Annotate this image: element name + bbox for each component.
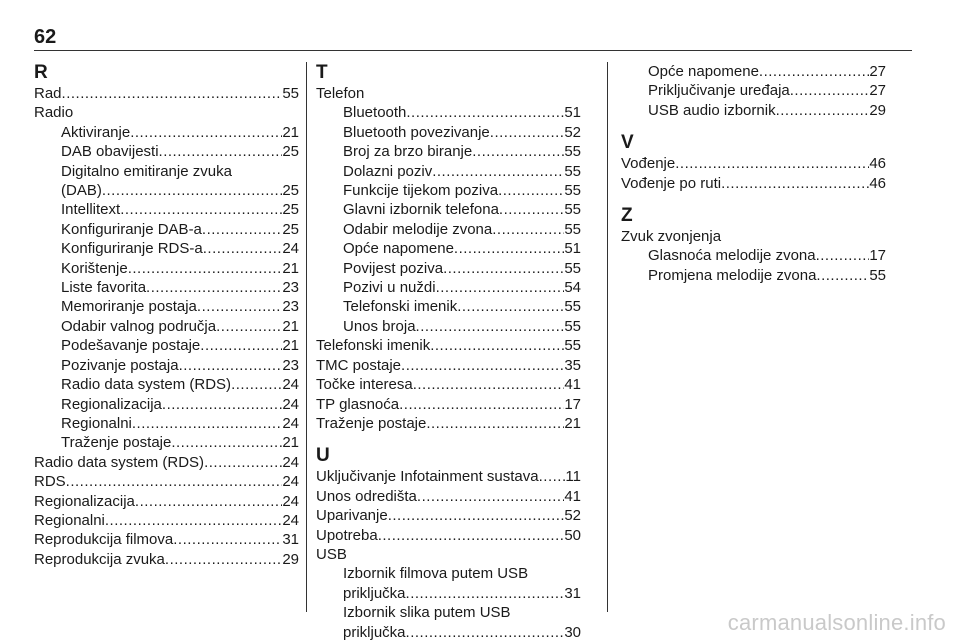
dot-leader <box>790 81 870 100</box>
index-page-number: 24 <box>282 473 299 491</box>
dot-leader <box>203 239 283 258</box>
dot-leader <box>388 506 565 525</box>
index-entry-text: Reprodukcija zvuka <box>34 550 165 568</box>
dot-leader <box>105 511 282 530</box>
index-subentry <box>34 317 299 336</box>
index-entry-text: Glasnoća melodije zvona <box>648 247 816 265</box>
dot-leader <box>171 433 282 452</box>
index-page-number: 55 <box>564 162 581 180</box>
index-subentry <box>34 220 299 239</box>
dot-leader <box>102 181 282 200</box>
index-entry-text: Promjena melodije zvona <box>648 266 817 284</box>
dot-leader <box>426 414 564 433</box>
index-subentry <box>316 162 581 181</box>
index-entry-text: Intellitext <box>61 201 121 219</box>
index-entry-text: Podešavanje postaje <box>61 337 201 355</box>
index-page-number: 21 <box>282 259 299 277</box>
index-page-number: 50 <box>564 526 581 544</box>
dot-leader <box>130 123 282 142</box>
index-entry <box>34 530 299 549</box>
dot-leader <box>417 487 564 506</box>
index-subentry <box>34 239 299 258</box>
index-page-number: 21 <box>282 337 299 355</box>
index-page-number: 27 <box>869 82 886 100</box>
index-entry-text: (DAB) <box>61 182 102 200</box>
index-subentry <box>316 623 581 642</box>
index-entry-text: Reprodukcija filmova <box>34 531 174 549</box>
index-entry-text: priključka <box>343 623 406 641</box>
dot-leader <box>216 317 282 336</box>
index-entry-text: Dolazni poziv <box>343 162 433 180</box>
index-entry <box>316 336 581 355</box>
index-subentry <box>316 220 581 239</box>
dot-leader <box>66 472 283 491</box>
dot-leader <box>231 375 282 394</box>
index-page-number: 23 <box>282 298 299 316</box>
index-entry-text: TMC postaje <box>316 356 402 374</box>
index-subentry <box>34 259 299 278</box>
index-letter-heading: R <box>34 62 48 83</box>
index-entry-text: Memoriranje postaja <box>61 298 197 316</box>
index-page-number: 24 <box>282 511 299 529</box>
index-entry-text: Broj za brzo biranje <box>343 143 473 161</box>
index-entry-text: Opće napomene <box>343 240 454 258</box>
index-subentry <box>316 239 581 258</box>
index-page-number: 55 <box>564 220 581 238</box>
index-page-number: 25 <box>282 182 299 200</box>
index-page-number: 11 <box>565 468 581 486</box>
index-heading: Izbornik filmova putem USB <box>343 565 529 583</box>
page-number: 62 <box>34 26 57 48</box>
dot-leader <box>132 414 282 433</box>
index-subentry <box>316 259 581 278</box>
dot-leader <box>816 266 869 285</box>
index-page-number: 25 <box>282 201 299 219</box>
index-column-2 <box>316 62 581 642</box>
dot-leader <box>492 220 564 239</box>
dot-leader <box>200 336 282 355</box>
index-letter-heading: U <box>316 445 330 467</box>
index-entry-text: Regionalizacija <box>61 395 162 413</box>
index-subentry <box>34 123 299 142</box>
dot-leader <box>498 181 564 200</box>
index-subentry <box>316 297 581 316</box>
dot-leader <box>159 142 283 161</box>
index-subentry <box>34 375 299 394</box>
index-subentry <box>316 584 581 603</box>
index-page-number: 23 <box>282 279 299 297</box>
dot-leader <box>675 154 869 173</box>
index-subentry <box>316 200 581 219</box>
index-page-number: 24 <box>282 395 299 413</box>
index-entry-text: TP glasnoća <box>316 395 400 413</box>
index-entry-text: Točke interesa <box>316 376 413 394</box>
index-entry-text: Traženje postaje <box>316 414 427 432</box>
index-page-number: 21 <box>282 317 299 335</box>
index-entry-text: Povijest poziva <box>343 259 444 277</box>
index-entry-text: Opće napomene <box>648 63 759 80</box>
dot-leader <box>776 101 870 120</box>
index-entry <box>316 356 581 375</box>
dot-leader <box>721 174 869 193</box>
index-page-number: 30 <box>564 623 581 641</box>
index-heading: Digitalno emitiranje zvuka <box>61 162 232 180</box>
index-page-number: 46 <box>869 155 886 173</box>
index-page-number: 31 <box>282 531 299 549</box>
index-subentry <box>316 181 581 200</box>
index-entry-text: Glavni izbornik telefona <box>343 201 499 219</box>
index-entry <box>34 511 299 530</box>
index-entry-text: Priključivanje uređaja <box>648 82 790 100</box>
index-entry-text: Uparivanje <box>316 507 388 525</box>
index-page-number: 21 <box>282 123 299 141</box>
index-heading: Telefon <box>316 85 365 102</box>
index-subentry <box>34 278 299 297</box>
watermark: carmanualsonline.info <box>727 610 946 635</box>
dot-leader <box>499 200 564 219</box>
index-page-number: 24 <box>282 492 299 510</box>
index-page-number: 52 <box>564 507 581 525</box>
dot-leader <box>454 239 564 258</box>
index-heading: Radio <box>34 104 74 122</box>
index-entry <box>34 492 299 511</box>
index-page-number: 24 <box>282 376 299 394</box>
index-entry-text: Pozivanje postaja <box>61 356 179 374</box>
index-page-number: 52 <box>564 123 581 141</box>
index-entry <box>316 526 581 545</box>
index-entry-text: Radio data system (RDS) <box>61 376 232 394</box>
index-entry-text: Korištenje <box>61 259 128 277</box>
index-page-number: 55 <box>564 182 581 200</box>
index-subentry <box>34 356 299 375</box>
dot-leader <box>401 356 564 375</box>
index-page-number: 55 <box>869 266 886 284</box>
index-page-number: 55 <box>564 143 581 161</box>
index-entry-text: priključka <box>343 584 406 602</box>
dot-leader <box>204 453 282 472</box>
index-entry-text: Unos odredišta <box>316 487 417 505</box>
index-entry <box>316 506 581 525</box>
index-page-number: 41 <box>564 376 581 394</box>
index-entry <box>316 487 581 506</box>
index-subentry <box>34 297 299 316</box>
index-entry-text: Konfiguriranje RDS-a <box>61 240 203 258</box>
index-entry-text: Liste favorita <box>61 279 147 297</box>
index-subentry <box>34 433 299 452</box>
index-subentry <box>316 103 581 122</box>
dot-leader <box>128 259 283 278</box>
index-page-number: 24 <box>282 240 299 258</box>
index-entry <box>34 472 299 491</box>
dot-leader <box>120 200 282 219</box>
dot-leader <box>539 467 566 486</box>
index-page-number: 21 <box>564 414 581 432</box>
dot-leader <box>436 278 565 297</box>
dot-leader <box>759 62 869 81</box>
index-column-3 <box>621 62 886 285</box>
index-letter-heading: T <box>316 62 328 83</box>
index-entry-text: Vođenje <box>621 155 676 173</box>
index-entry-text: Unos broja <box>343 317 416 335</box>
index-entry <box>34 550 299 569</box>
index-entry-text: USB audio izbornik <box>648 101 776 119</box>
index-entry <box>621 154 886 173</box>
dot-leader <box>62 84 283 103</box>
index-page-number: 25 <box>282 143 299 161</box>
index-subentry <box>316 123 581 142</box>
index-subentry <box>34 414 299 433</box>
index-page-number: 41 <box>564 487 581 505</box>
index-entry-text: Upotreba <box>316 526 378 544</box>
index-subentry <box>34 181 299 200</box>
index-entry <box>34 84 299 103</box>
dot-leader <box>472 142 564 161</box>
index-subentry <box>34 200 299 219</box>
index-heading: Zvuk zvonjenja <box>621 228 722 246</box>
index-page-number: 51 <box>564 240 581 258</box>
column-divider <box>607 62 608 612</box>
index-page-number: 55 <box>564 201 581 219</box>
dot-leader <box>378 526 565 545</box>
index-entry-text: Regionalni <box>34 511 105 529</box>
index-entry <box>621 174 886 193</box>
index-entry-text: Telefonski imenik <box>343 298 458 316</box>
index-entry <box>316 395 581 414</box>
index-page-number: 29 <box>282 550 299 568</box>
index-page-number: 21 <box>282 434 299 452</box>
index-page-number: 25 <box>282 220 299 238</box>
index-page-number: 55 <box>564 259 581 277</box>
index-page-number: 24 <box>282 414 299 432</box>
index-entry-text: Konfiguriranje DAB-a <box>61 220 202 238</box>
index-subentry <box>621 62 886 81</box>
index-page-number: 29 <box>869 101 886 119</box>
index-page-number: 27 <box>869 63 886 80</box>
index-page-number: 46 <box>869 174 886 192</box>
index-heading: Izbornik slika putem USB <box>343 604 511 622</box>
dot-leader <box>399 395 564 414</box>
index-subentry <box>34 142 299 161</box>
index-letter-heading: V <box>621 132 634 154</box>
index-subentry <box>621 246 886 265</box>
index-entry <box>34 453 299 472</box>
index-entry-text: RDS <box>34 473 66 491</box>
index-heading: USB <box>316 545 347 563</box>
index-entry <box>316 414 581 433</box>
dot-leader <box>413 375 565 394</box>
dot-leader <box>443 259 564 278</box>
index-subentry <box>34 395 299 414</box>
dot-leader <box>135 492 282 511</box>
index-subentry <box>316 278 581 297</box>
dot-leader <box>406 103 564 122</box>
dot-leader <box>457 297 564 316</box>
index-entry-text: Radio data system (RDS) <box>34 453 205 471</box>
index-entry-text: Uključivanje Infotainment sustava <box>316 468 539 486</box>
index-page-number: 55 <box>564 298 581 316</box>
index-entry-text: Rad <box>34 85 62 102</box>
dot-leader <box>162 395 282 414</box>
index-entry-text: Traženje postaje <box>61 434 172 452</box>
index-column-1 <box>34 62 299 569</box>
index-subentry <box>621 81 886 100</box>
index-page-number: 35 <box>564 356 581 374</box>
index-entry-text: Vođenje po ruti <box>621 174 722 192</box>
index-page-number: 54 <box>564 279 581 297</box>
index-subentry <box>621 101 886 120</box>
index-page-number: 55 <box>564 317 581 335</box>
dot-leader <box>197 297 282 316</box>
column-divider <box>306 62 307 612</box>
index-page-number: 51 <box>564 104 581 122</box>
index-page-number: 55 <box>564 337 581 355</box>
index-page-number: 17 <box>564 395 581 413</box>
index-subentry <box>621 266 886 285</box>
index-entry-text: DAB obavijesti <box>61 143 159 161</box>
dot-leader <box>173 530 282 549</box>
index-entry-text: Aktiviranje <box>61 123 131 141</box>
index-entry-text: Bluetooth <box>343 104 407 122</box>
index-entry-text: Regionalizacija <box>34 492 135 510</box>
index-entry-text: Funkcije tijekom poziva <box>343 182 499 200</box>
index-entry-text: Telefonski imenik <box>316 337 431 355</box>
index-page-number: 23 <box>282 356 299 374</box>
index-subentry <box>34 336 299 355</box>
dot-leader <box>430 336 564 355</box>
index-page-number: 17 <box>869 247 886 265</box>
dot-leader <box>202 220 282 239</box>
index-entry-text: Bluetooth povezivanje <box>343 123 490 141</box>
index-page-number: 31 <box>564 584 581 602</box>
dot-leader <box>146 278 282 297</box>
dot-leader <box>406 584 565 603</box>
index-page-number: 55 <box>282 85 299 102</box>
index-letter-heading: Z <box>621 205 633 227</box>
index-entry <box>316 467 581 486</box>
index-page-number: 24 <box>282 453 299 471</box>
dot-leader <box>165 550 282 569</box>
index-subentry <box>316 317 581 336</box>
dot-leader <box>406 623 565 642</box>
index-entry-text: Odabir valnog područja <box>61 317 217 335</box>
dot-leader <box>816 246 870 265</box>
index-entry-text: Odabir melodije zvona <box>343 220 493 238</box>
index-entry-text: Pozivi u nuždi <box>343 279 436 297</box>
dot-leader <box>179 356 283 375</box>
index-entry-text: Regionalni <box>61 414 132 432</box>
dot-leader <box>432 162 564 181</box>
dot-leader <box>490 123 565 142</box>
dot-leader <box>416 317 565 336</box>
index-subentry <box>316 142 581 161</box>
index-entry <box>316 375 581 394</box>
header-rule <box>34 50 912 51</box>
